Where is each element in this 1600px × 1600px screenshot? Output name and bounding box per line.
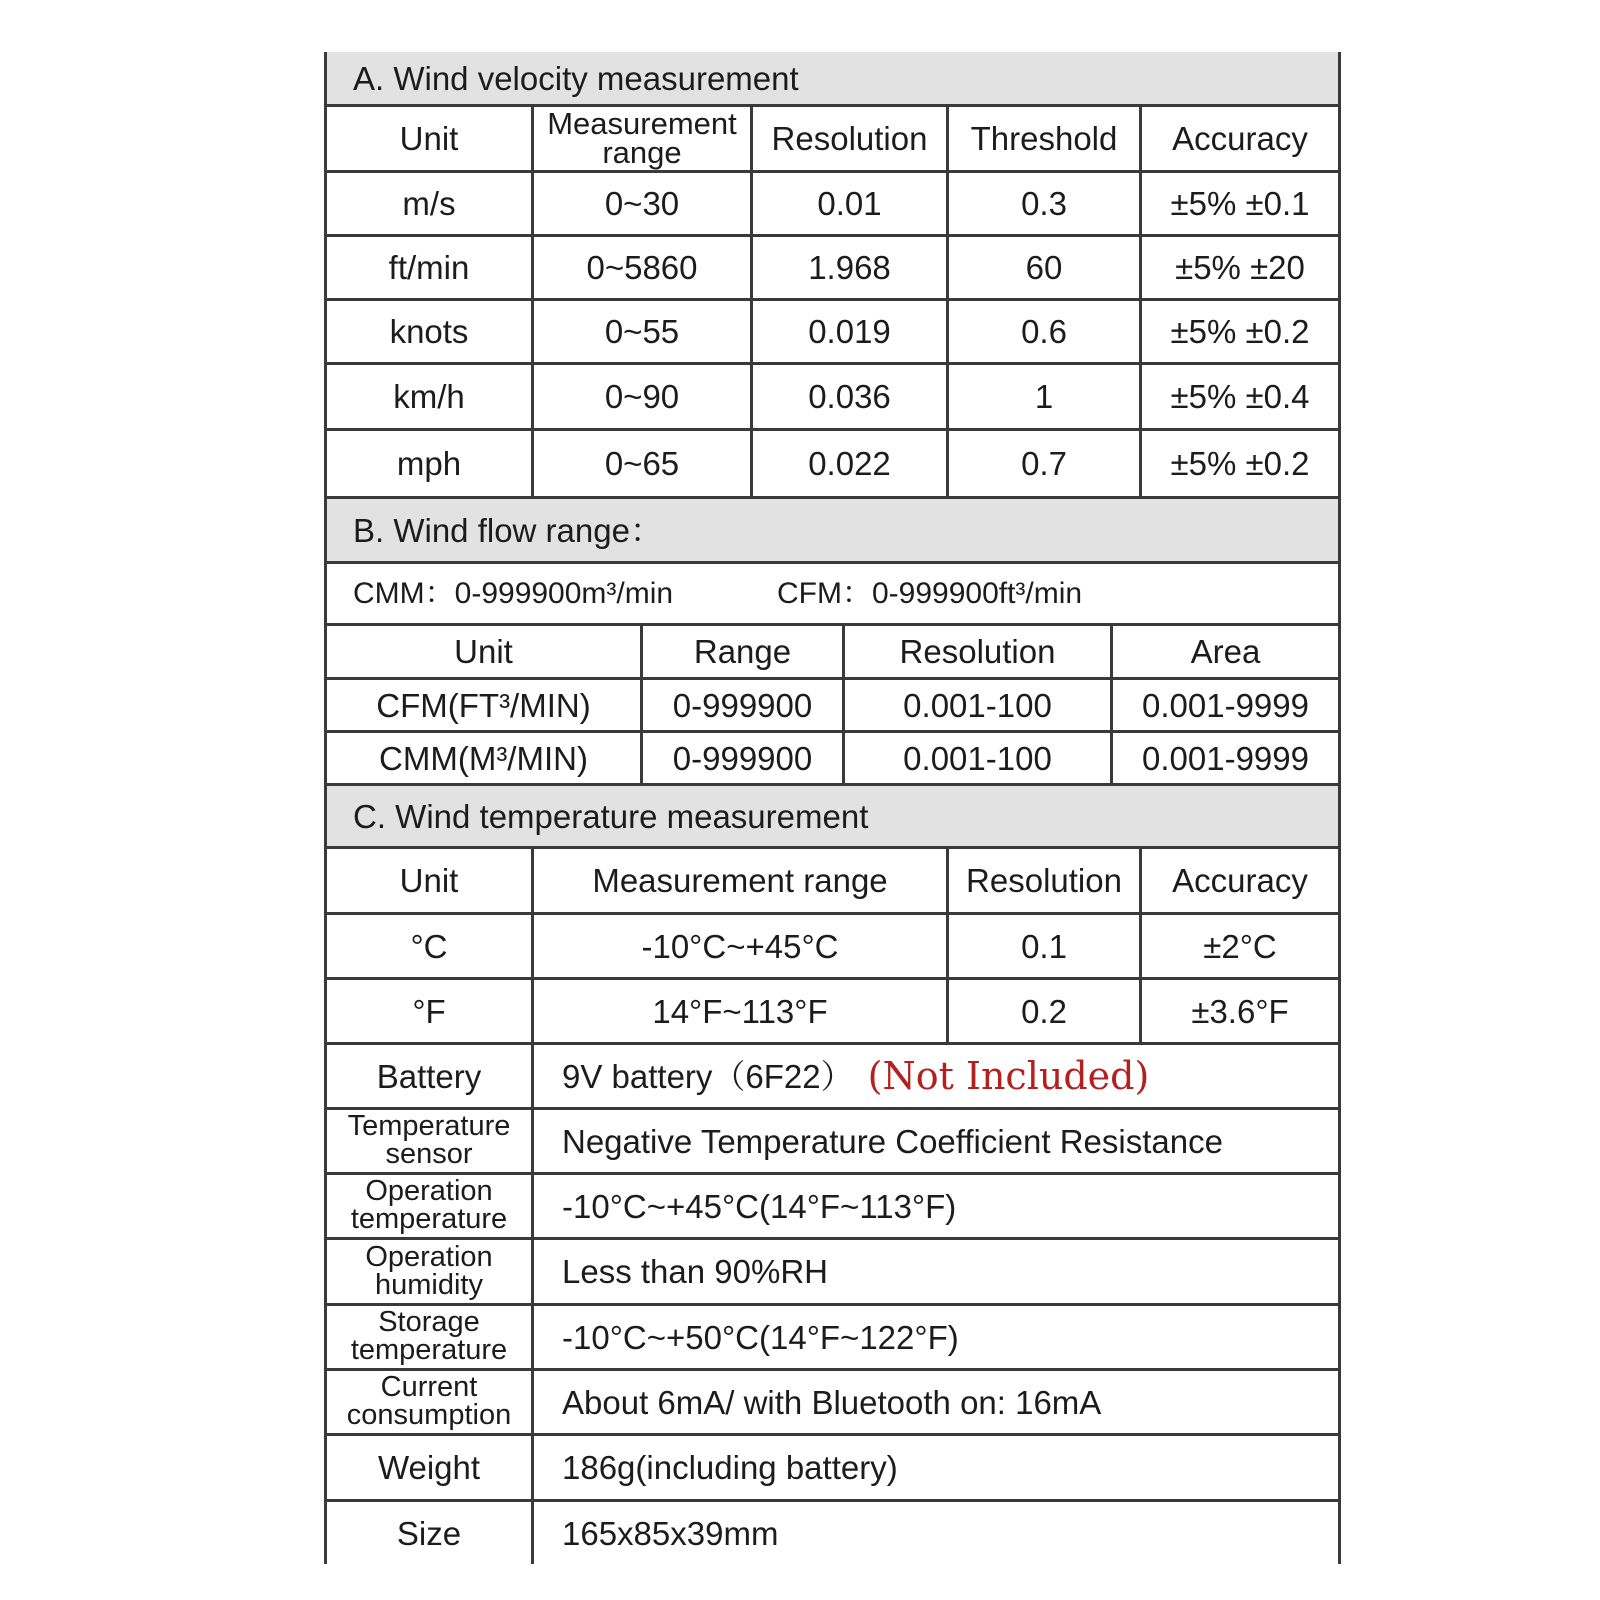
- velocity-threshold: 1: [946, 365, 1139, 428]
- velocity-unit: m/s: [402, 185, 456, 222]
- flow-range: 0-999900: [640, 680, 842, 730]
- velocity-range: 0~65: [531, 431, 750, 496]
- flow-resolution: 0.001-100: [842, 680, 1110, 730]
- table-row: [327, 730, 1338, 783]
- battery-value: 9V battery（6F22）: [562, 1057, 854, 1095]
- flow-header-area: Area: [1110, 626, 1338, 677]
- velocity-accuracy: ±5% ±20: [1139, 237, 1338, 298]
- operation-humidity-label: Operation humidity: [365, 1240, 493, 1301]
- velocity-threshold: 0.3: [946, 173, 1139, 234]
- battery-note: (Not Included): [867, 1054, 1150, 1098]
- table-row: [327, 912, 1338, 977]
- velocity-range: 0~55: [531, 301, 750, 362]
- flow-summary-cmm: CMM：0-999900m³/min: [353, 576, 674, 610]
- velocity-header-threshold: Threshold: [946, 107, 1139, 170]
- velocity-resolution: 0.022: [750, 431, 946, 496]
- spec-row-current-consumption: [327, 1368, 1338, 1433]
- temperature-unit: °C: [410, 927, 448, 965]
- flow-area: 0.001-9999: [1110, 733, 1338, 783]
- temperature-sensor-label: Temperature sensor: [347, 1110, 511, 1170]
- temperature-header-accuracy: Accuracy: [1139, 849, 1338, 912]
- velocity-threshold: 0.7: [946, 431, 1139, 496]
- flow-header-range: Range: [640, 626, 842, 677]
- velocity-range: 0~30: [531, 173, 750, 234]
- flow-unit: CFM(FT³/MIN): [376, 686, 591, 724]
- table-row: [327, 234, 1338, 298]
- size-value: 165x85x39mm: [531, 1502, 1338, 1564]
- flow-header-row: [327, 623, 1338, 677]
- spec-row-temperature-sensor: [327, 1107, 1338, 1172]
- velocity-unit: km/h: [393, 378, 465, 415]
- table-row: [327, 170, 1338, 234]
- velocity-header-accuracy: Accuracy: [1139, 107, 1338, 170]
- temperature-resolution: 0.1: [946, 915, 1139, 977]
- flow-unit: CMM(M³/MIN): [379, 739, 588, 777]
- flow-resolution: 0.001-100: [842, 733, 1110, 783]
- velocity-header-resolution: Resolution: [750, 107, 946, 170]
- operation-temperature-label: Operation temperature: [350, 1175, 508, 1235]
- battery-label: Battery: [376, 1057, 482, 1095]
- spec-row-operation-temperature: [327, 1172, 1338, 1237]
- temperature-header-unit: Unit: [399, 862, 459, 899]
- velocity-resolution: 0.01: [750, 173, 946, 234]
- flow-header-unit: Unit: [454, 633, 513, 670]
- table-row: [327, 977, 1338, 1042]
- spec-row-size: [327, 1499, 1338, 1564]
- battery-value-cell: [531, 1045, 1338, 1107]
- section-a-header: [327, 52, 1338, 104]
- temperature-header-resolution: Resolution: [946, 849, 1139, 912]
- spec-row-operation-humidity: [327, 1237, 1338, 1303]
- section-c-title: C. Wind temperature measurement: [353, 797, 869, 835]
- storage-temperature-label: Storage temperature: [350, 1306, 508, 1366]
- temperature-accuracy: ±2°C: [1139, 915, 1338, 977]
- flow-area: 0.001-9999: [1110, 680, 1338, 730]
- table-row: [327, 428, 1338, 496]
- spec-sheet: [324, 52, 1341, 1564]
- velocity-resolution: 1.968: [750, 237, 946, 298]
- table-row: [327, 298, 1338, 362]
- storage-temperature-value: -10°C~+50°C(14°F~122°F): [531, 1306, 1338, 1368]
- temperature-sensor-value: Negative Temperature Coefficient Resistance: [531, 1110, 1338, 1172]
- temperature-header-range: Measurement range: [531, 849, 946, 912]
- velocity-header-unit: Unit: [399, 120, 459, 157]
- operation-humidity-value: Less than 90%RH: [531, 1240, 1338, 1303]
- spec-row-battery: [327, 1042, 1338, 1107]
- velocity-range: 0~90: [531, 365, 750, 428]
- table-row: [327, 677, 1338, 730]
- velocity-accuracy: ±5% ±0.4: [1139, 365, 1338, 428]
- temperature-unit: °F: [412, 992, 446, 1030]
- velocity-accuracy: ±5% ±0.1: [1139, 173, 1338, 234]
- velocity-accuracy: ±5% ±0.2: [1139, 431, 1338, 496]
- flow-range: 0-999900: [640, 733, 842, 783]
- velocity-resolution: 0.019: [750, 301, 946, 362]
- spec-row-storage-temperature: [327, 1303, 1338, 1368]
- section-b-header: [327, 496, 1338, 561]
- section-a-title: A. Wind velocity measurement: [353, 59, 799, 97]
- temperature-range: 14°F~113°F: [531, 980, 946, 1042]
- velocity-unit: mph: [396, 445, 462, 482]
- velocity-header-range: Measurement range: [531, 107, 750, 170]
- spec-row-weight: [327, 1433, 1338, 1499]
- velocity-unit: knots: [389, 313, 469, 350]
- table-row: [327, 362, 1338, 428]
- current-consumption-value: About 6mA/ with Bluetooth on: 16mA: [531, 1371, 1338, 1433]
- temperature-accuracy: ±3.6°F: [1139, 980, 1338, 1042]
- temperature-range: -10°C~+45°C: [531, 915, 946, 977]
- velocity-unit: ft/min: [388, 249, 470, 286]
- flow-header-resolution: Resolution: [842, 626, 1110, 677]
- section-c-header: [327, 783, 1338, 846]
- current-consumption-label: Current consumption: [346, 1371, 512, 1431]
- weight-value: 186g(including battery): [531, 1436, 1338, 1499]
- velocity-range: 0~5860: [531, 237, 750, 298]
- temperature-header-row: [327, 846, 1338, 912]
- flow-summary-row: [327, 561, 1338, 623]
- velocity-header-row: [327, 104, 1338, 170]
- operation-temperature-value: -10°C~+45°C(14°F~113°F): [531, 1175, 1338, 1237]
- flow-summary-cfm: CFM：0-999900ft³/min: [777, 576, 1083, 610]
- velocity-threshold: 60: [946, 237, 1139, 298]
- velocity-threshold: 0.6: [946, 301, 1139, 362]
- temperature-resolution: 0.2: [946, 980, 1139, 1042]
- velocity-resolution: 0.036: [750, 365, 946, 428]
- weight-label: Weight: [377, 1449, 481, 1486]
- section-b-title: B. Wind flow range：: [353, 511, 663, 549]
- size-label: Size: [396, 1514, 462, 1552]
- velocity-accuracy: ±5% ±0.2: [1139, 301, 1338, 362]
